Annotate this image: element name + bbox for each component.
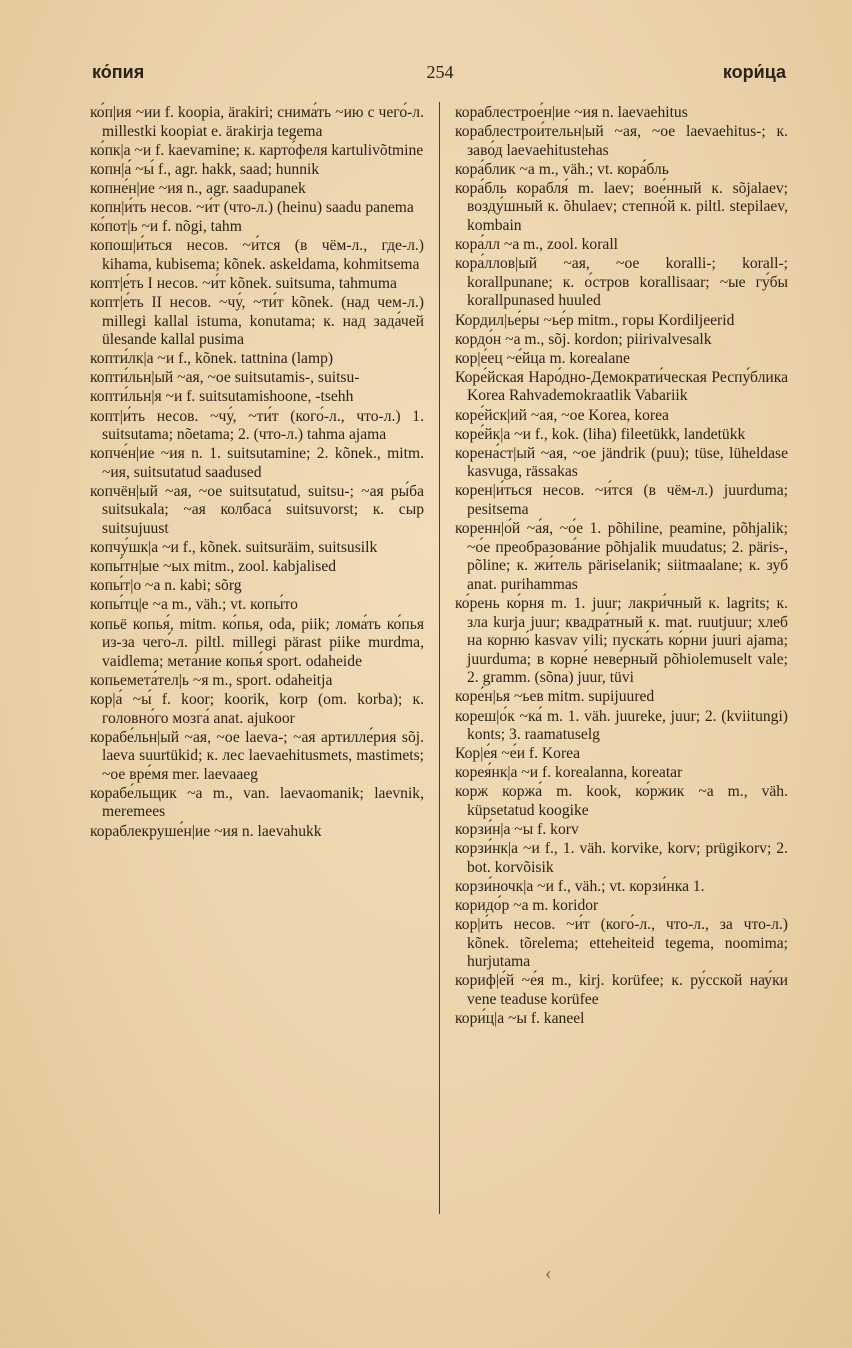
dictionary-entry: кордо́н ~а m., sõj. kordon; piirivalvesalk	[455, 330, 712, 348]
dictionary-entry: ко́пот|ь ~и f. nõgi, tahm	[90, 218, 242, 236]
page-blemish: ‹	[545, 1262, 552, 1284]
dictionary-entry: кора́лл ~а m., zool. korall	[455, 236, 618, 254]
dictionary-entry: копьемета́тел|ь ~я m., sport. odaheitja	[90, 671, 333, 689]
dictionary-entry: копн|и́ть несов. ~и́т (что-л.) (heinu) saadu panema	[90, 198, 414, 216]
dictionary-entry: ко́пк|а ~и f. kaevamine; к. карто́феля kartulivõtmine	[90, 141, 424, 159]
dictionary-entry: копти́лк|а ~и f., kõnek. tattnina (lamp)	[90, 350, 334, 368]
column-divider	[439, 102, 440, 1214]
dictionary-entry: коридо́р ~а m. koridor	[455, 896, 599, 914]
dictionary-entry: копы́т|о ~а n. kabi; sõrg	[90, 577, 242, 595]
dictionary-entry: корабе́льщик ~а m., van. laevaomanik; laevnik, meremees	[90, 784, 424, 821]
dictionary-entry: кора́ллов|ый ~ая, ~ое koralli-; korall-; korallpunane; к. о́стров korallisaar; ~ые гу́бы korallpunased huuled	[455, 255, 788, 310]
dictionary-entry: корзи́ночк|а ~и f., väh.; vt. корзи́нка 1.	[455, 877, 705, 895]
dictionary-entry: коре́йск|ий ~ая, ~ое Korea, korea	[455, 406, 669, 424]
dictionary-entry: Коре́йская Наро́дно-Демократи́ческая Респу́блика Korea Rahvademokraatlik Vabariik	[455, 368, 788, 405]
dictionary-entry: кор|е́ец ~е́йца m. korealane	[455, 349, 630, 367]
dictionary-entry: копош|и́ться несов. ~и́тся (в чём-л., где-л.) kihama, kubisema; kõnek. askeldama, kohmitsema	[90, 237, 424, 273]
dictionary-entry: коре́н|ья ~ьев mitm. supijuured	[455, 688, 655, 706]
dictionary-entry: коренн|о́й ~а́я, ~о́е 1. põhiline, peamine, põhjalik; ~о́е преобразова́ние põhjalik muudatus; 2. päris-, põline; к. жи́тель päriselanik; siitmaalane; к. зуб anat. purihammas	[455, 520, 788, 593]
dictionary-entry: коре́йк|а ~и f., kok. (liha) fileetükk, landetükk	[455, 425, 746, 443]
dictionary-entry: корж коржа́ m. kook, ко́ржик ~а m., väh. küpsetatud koogike	[455, 783, 788, 819]
dictionary-entry: корзи́нк|а ~и f., 1. väh. korvike, korv; prügikorv; 2. bot. korvõisik	[455, 840, 788, 876]
dictionary-entry: корзи́н|а ~ы f. korv	[455, 821, 579, 839]
page-number: 254	[426, 62, 454, 82]
dictionary-entry: копче́н|ие ~ия n. 1. suitsutamine; 2. kõnek., mitm. ~ия, suitsutatud saadused	[90, 445, 424, 481]
dictionary-entry: кора́блик ~а m., väh.; vt. кора́бль	[455, 160, 669, 178]
dictionary-entry: копт|и́ть несов. ~чу́, ~ти́т (кого́-л., что-л.) 1. suitsutama; nõetama; 2. (что-л.) tahma ajama	[90, 407, 424, 444]
dictionary-entry: копы́тн|ые ~ых mitm., zool. kabjalised	[90, 558, 337, 576]
dictionary-entry: Кор|е́я ~е́и f. Korea	[455, 745, 581, 763]
dictionary-entry: кор|и́ть несов. ~и́т (кого́-л., что-л., за что-л.) kõnek. tõrelema; etteheiteid tegema, noomima; hurjutama	[455, 916, 788, 971]
dictionary-entry: копн|а́ ~ы́ f., agr. hakk, saad; hunnik	[90, 160, 320, 178]
dictionary-entry: копти́льн|ый ~ая, ~ое suitsutamis-, suitsu-	[90, 369, 360, 387]
dictionary-entry: кореш|о́к ~ка́ m. 1. väh. juureke, juur; 2. (kviitungi) konts; 3. raamatuselg	[455, 707, 788, 744]
dictionary-entry: кораблестрое́н|ие ~ия n. laevaehitus	[455, 104, 688, 121]
dictionary-entry: корея́нк|а ~и f. korealanna, koreatar	[455, 764, 683, 782]
right-column	[455, 104, 788, 1029]
dictionary-entry: ко́рень ко́рня m. 1. juur; лакри́чный к. lagrits; к. зла kurja juur; квадра́тный к. mat. ruutjuur; хлеб на корню́ kasvav vili; пуска́ть ко́рни juuri ajama; juurduma; в корне́ неве́рный põhiolemuselt vale; 2. gramm. (sõna) juur, tüvi	[455, 594, 788, 687]
dictionary-entry: кори́ц|а ~ы f. kaneel	[455, 1010, 585, 1027]
dictionary-entry: корабе́льн|ый ~ая, ~ое laeva-; ~ая артилле́рия sõj. laeva suurtükid; к. лес laevaehitusmets, mastimets; ~ое вре́мя mer. laevaaeg	[90, 728, 424, 783]
dictionary-entry: копчён|ый ~ая, ~ое suitsutatud, suitsu-; ~ая ры́ба suitsukala; ~ая колбаса́ suitsuvorst; к. сыр suitsujuust	[90, 482, 424, 538]
dictionary-entry: корена́ст|ый ~ая, ~ое jändrik (puu); tüse, lüheldase kasvuga, rässakas	[455, 444, 788, 481]
dictionary-entry: копне́н|ие ~ия n., agr. saadupanek	[90, 179, 306, 197]
dictionary-entry: ко́п|ия ~ии f. koopia, ärakiri; снима́ть ~ию с чего́-л. millestki koopiat e. ärakirja tegema	[90, 104, 424, 140]
dictionary-entry: копы́тц|е ~а m., väh.; vt. копы́то	[90, 596, 298, 614]
dictionary-entry: кораблестрои́тельн|ый ~ая, ~ое laevaehitus-; к. заво́д laevaehitustehas	[455, 123, 788, 159]
dictionary-entry: копт|е́ть I несов. ~и́т kõnek. suitsuma, tahmuma	[90, 274, 397, 292]
dictionary-entry: копчу́шк|а ~и f., kõnek. suitsuräim, suitsusilk	[90, 539, 378, 557]
dictionary-entry: кор|а́ ~ы́ f. koor; koorik, korp (om. korba); к. головно́го мозга́ anat. ajukoor	[90, 690, 424, 727]
dictionary-entry: кориф|е́й ~е́я m., kirj. korüfee; к. ру́сской нау́ки vene teaduse korüfee	[455, 972, 788, 1008]
running-head-first-word: ко́пия	[92, 62, 145, 82]
dictionary-entry: копьё копья́, mitm. ко́пья, oda, piik; лома́ть ко́пья из-за чего́-л. piltl. millegi pärast piike murdma, vaidlema; мета́ние копья́ sport. odaheide	[90, 615, 424, 670]
dictionary-entry: кораблекруше́н|ие ~ия n. laevahukk	[90, 822, 322, 840]
dictionary-entry: кора́бль корабля́ m. laev; вое́нный к. sõjalaev; возду́шный к. õhulaev; степно́й к. piltl. stepilaev, kombain	[455, 179, 788, 235]
dictionary-entry: Кордил|ье́ры ~ье́р mitm., горы Kordiljeerid	[455, 311, 735, 329]
dictionary-entry: копти́льн|я ~и f. suitsutamishoone, -tsehh	[90, 388, 354, 406]
dictionary-entry: копт|е́ть II несов. ~чу́, ~ти́т kõnek. (над чем-л.) millegi kallal istuma, konutama; к. над зада́чей ülesande kallal pusima	[90, 293, 424, 349]
left-column	[90, 104, 424, 842]
running-head-last-word: кори́ца	[722, 62, 786, 82]
dictionary-entry: корен|и́ться несов. ~и́тся (в чём-л.) juurduma; pesitsema	[455, 482, 788, 518]
